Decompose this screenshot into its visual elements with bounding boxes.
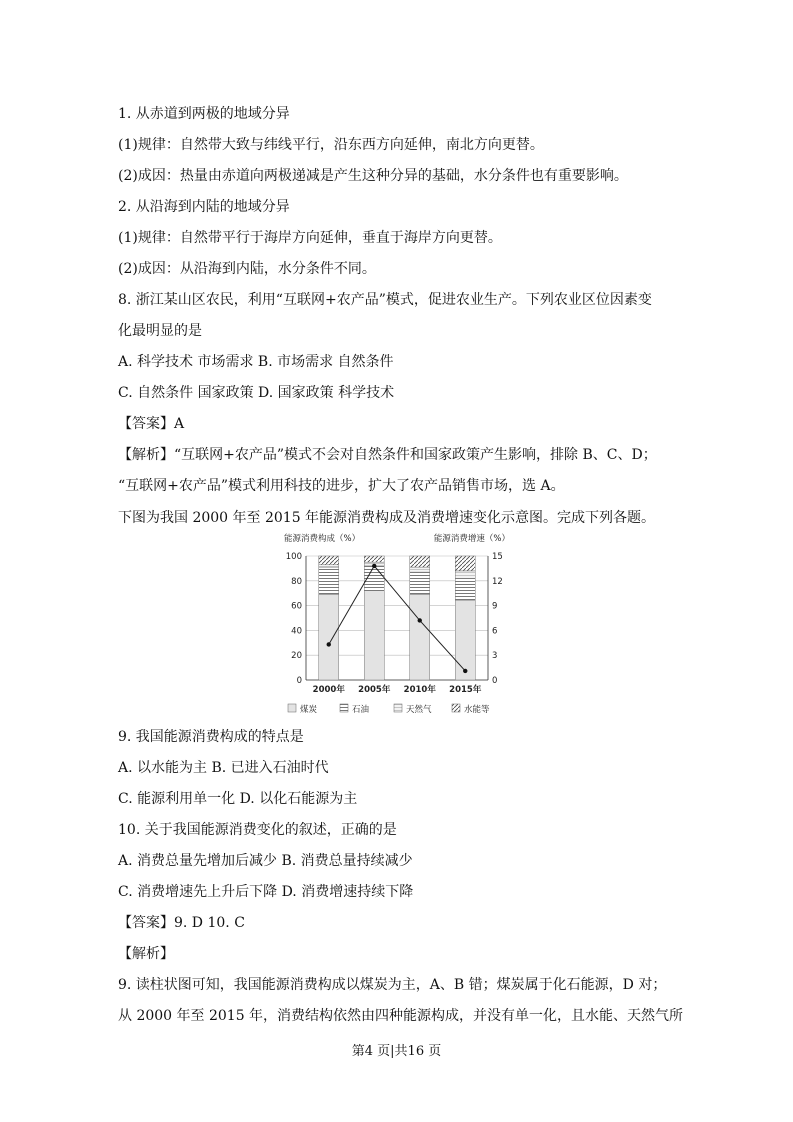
y-tick-right: 9	[492, 601, 498, 612]
text-line: C. 自然条件 国家政策 D. 国家政策 科学技术	[118, 385, 395, 401]
y-tick-left: 40	[291, 626, 302, 637]
text-line: (2)成因：热量由赤道向两极递减是产生这种分异的基础，水分条件也有重要影响。	[118, 168, 628, 184]
text-line: 从 2000 年至 2015 年，消费结构依然由四种能源构成，并没有单一化，且水能、天然气所	[118, 1008, 684, 1024]
y-tick-right: 15	[492, 552, 503, 562]
y-tick-right: 0	[492, 676, 498, 686]
text-line: 2. 从沿海到内陆的地域分异	[118, 199, 290, 215]
growth-point	[327, 642, 331, 646]
x-tick-label: 2005年	[358, 685, 391, 695]
legend-label: 天然气	[406, 705, 432, 715]
y-tick-right: 3	[492, 651, 498, 662]
x-tick-label: 2000年	[312, 685, 345, 695]
legend-swatch	[394, 704, 402, 712]
y-tick-left: 0	[296, 676, 302, 686]
legend-label: 水能等	[464, 705, 490, 715]
text-line: 1. 从赤道到两极的地域分异	[118, 106, 290, 122]
growth-point	[463, 669, 467, 673]
legend-label: 煤炭	[300, 705, 318, 715]
growth-point	[372, 564, 376, 568]
text-line: 10. 关于我国能源消费变化的叙述，正确的是	[118, 822, 397, 838]
bar-segment	[455, 556, 475, 571]
text-line: (2)成因：从沿海到内陆，水分条件不同。	[118, 261, 376, 277]
y-tick-left: 80	[291, 576, 302, 587]
bar-segment	[319, 565, 339, 567]
legend-swatch	[288, 704, 296, 712]
bar-segment	[364, 591, 384, 680]
bar-segment	[455, 571, 475, 578]
y-tick-left: 100	[285, 552, 302, 562]
bar-segment	[410, 572, 430, 594]
bar-segment	[410, 567, 430, 572]
text-line: 9. 读柱状图可知，我国能源消费构成以煤炭为主，A、B 错；煤炭属于化石能源，D 对；	[118, 977, 667, 993]
text-line: (1)规律：自然带大致与纬线平行，沿东西方向延伸，南北方向更替。	[118, 137, 544, 153]
text-line: 化最明显的是	[118, 323, 202, 339]
legend-label: 石油	[352, 705, 370, 715]
bar-segment	[319, 556, 339, 565]
y-tick-right: 12	[492, 576, 503, 587]
page-footer: 第4 页|共16 页	[351, 1044, 442, 1059]
legend-swatch	[340, 704, 348, 712]
bar-segment	[319, 594, 339, 680]
y-tick-left: 60	[291, 601, 302, 612]
growth-point	[418, 618, 422, 622]
text-line: “互联网+农产品”模式利用科技的进步，扩大了农产品销售市场，选 A。	[118, 478, 565, 494]
bar-segment	[364, 556, 384, 562]
y-tick-left: 20	[291, 651, 302, 662]
bar-segment	[319, 567, 339, 594]
x-tick-label: 2015年	[449, 685, 482, 695]
text-line: C. 能源利用单一化 D. 以化石能源为主	[118, 791, 358, 807]
text-line: A. 科学技术 市场需求 B. 市场需求 自然条件	[118, 354, 394, 370]
text-line: 【解析】	[118, 946, 174, 962]
x-tick-label: 2010年	[403, 685, 436, 695]
chart-title-left: 能源消费构成（%）	[284, 534, 361, 544]
bar-segment	[410, 594, 430, 680]
text-line: A. 消费总量先增加后减少 B. 消费总量持续减少	[118, 853, 413, 869]
text-line: 8. 浙江某山区农民，利用“互联网+农产品”模式，促进农业生产。下列农业区位因素变	[118, 292, 652, 308]
bar-segment	[455, 578, 475, 600]
chart-title-right: 能源消费增速（%）	[433, 534, 510, 544]
legend-swatch	[452, 704, 460, 712]
text-line: A. 以水能为主 B. 已进入石油时代	[118, 760, 329, 776]
text-line: 【答案】9. D 10. C	[118, 915, 245, 931]
text-line: (1)规律：自然带平行于海岸方向延伸，垂直于海岸方向更替。	[118, 230, 502, 246]
text-line: 下图为我国 2000 年至 2015 年能源消费构成及消费增速变化示意图。完成下列各题。	[118, 510, 656, 526]
text-line: 【答案】A	[118, 416, 185, 432]
text-line: 【解析】“互联网+农产品”模式不会对自然条件和国家政策产生影响，排除 B、C、D；	[118, 447, 657, 463]
bar-segment	[455, 601, 475, 680]
bar-segment	[410, 556, 430, 567]
y-tick-right: 6	[492, 626, 498, 637]
text-line: C. 消费增速先上升后下降 D. 消费增速持续下降	[118, 884, 414, 900]
text-line: 9. 我国能源消费构成的特点是	[118, 729, 304, 745]
energy-chart	[282, 532, 512, 722]
